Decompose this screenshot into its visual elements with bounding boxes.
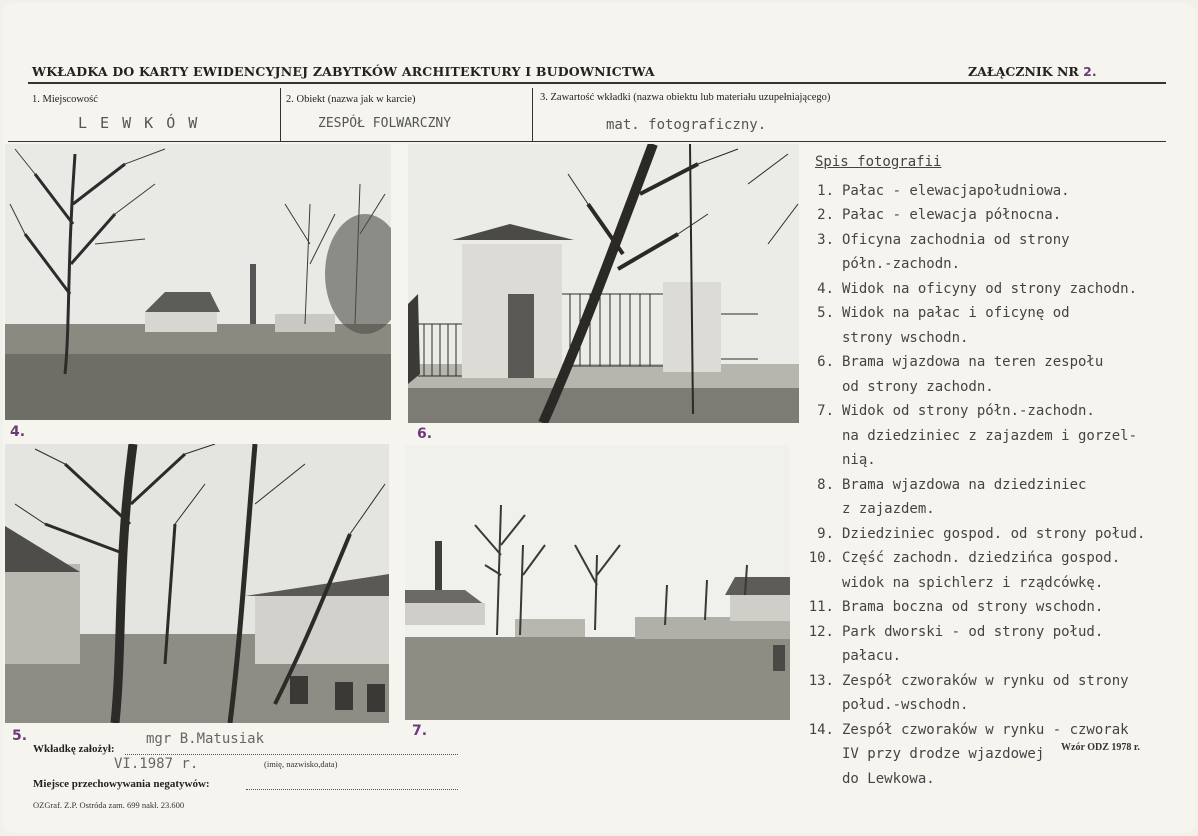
photo-list-item-number: 4. bbox=[817, 280, 834, 297]
photo-list-item-text: Widok od strony półn.-zachodn. bbox=[842, 403, 1095, 419]
photo-list-item-text: Oficyna zachodnia od strony bbox=[842, 231, 1070, 248]
photo-list-item-text: Zespół czworaków w rynku - czworak bbox=[842, 721, 1129, 738]
photo-list-item-text: Brama wjazdowa na dziedziniec bbox=[842, 476, 1087, 493]
photo-park-with-manor bbox=[5, 144, 391, 420]
photo-list-item-text: widok na spichlerz i rządcówkę. bbox=[842, 574, 1104, 591]
photo-list-item-number: 9. bbox=[817, 525, 834, 542]
photo-list-item-text: półn.-zachodn. bbox=[842, 256, 961, 272]
photo-list-item-text: Widok na oficyny od strony zachodn. bbox=[842, 280, 1138, 297]
field-divider-2 bbox=[532, 88, 533, 141]
document-title: WKŁADKA DO KARTY EWIDENCYJNEJ ZABYTKÓW ARCHITEKTURY I BUDOWNICTWA bbox=[32, 64, 655, 79]
photo-6-image bbox=[408, 144, 799, 423]
photo-number: 4. bbox=[10, 424, 26, 440]
photo-number: 7. bbox=[412, 723, 428, 739]
annex-number: 2. bbox=[1083, 64, 1097, 79]
photo-list-item-text: Część zachodn. dziedzińca gospod. bbox=[842, 550, 1121, 566]
made-by-line bbox=[125, 754, 458, 755]
photo-list-item-number: 10. bbox=[808, 550, 834, 566]
locality-value: L E W K Ó W bbox=[78, 114, 200, 132]
object-value: ZESPÓŁ FOLWARCZNY bbox=[318, 116, 452, 131]
photo-list-item-number: 12. bbox=[808, 623, 834, 640]
made-by-value: mgr B.Matusiak bbox=[146, 731, 265, 747]
field-divider-1 bbox=[280, 88, 281, 141]
photo-list-item-text: Dziedziniec gospod. od strony połud. bbox=[842, 525, 1146, 542]
photo-entrance-gate bbox=[408, 144, 799, 423]
photo-list-item-text: na dziedziniec z zajazdem i gorzel- bbox=[842, 427, 1138, 444]
photo-list-item-text: nią. bbox=[842, 452, 876, 468]
photo-number: 6. bbox=[417, 426, 433, 442]
photo-list-item-text: od strony zachodn. bbox=[842, 378, 994, 395]
made-by-label: Wkładkę założył: bbox=[33, 743, 115, 755]
storage-label: Miejsce przechowywania negatywów: bbox=[33, 778, 210, 790]
date-value: VI.1987 r. bbox=[114, 756, 199, 772]
photo-5-image bbox=[5, 444, 389, 723]
date-hint: (imię, nazwisko,data) bbox=[264, 759, 338, 769]
locality-label: 1. Miejscowość bbox=[32, 94, 98, 105]
photo-list-item-number: 2. bbox=[817, 207, 834, 223]
photo-list-item-number: 6. bbox=[817, 354, 834, 370]
photo-7-image bbox=[405, 445, 790, 720]
content-label: 3. Zawartość wkładki (nazwa obiektu lub materiału uzupełniającego) bbox=[540, 92, 831, 103]
photo-list-item-text: Brama boczna od strony wschodn. bbox=[842, 599, 1104, 615]
photo-list-item-number: 13. bbox=[808, 672, 834, 689]
photo-list-item-text: do Lewkowa. bbox=[842, 770, 935, 787]
photo-list-item-text: Widok na pałac i oficynę od bbox=[842, 305, 1070, 321]
photo-avenue-with-outbuilding bbox=[5, 444, 389, 723]
photo-list-item-text: strony wschodn. bbox=[842, 329, 969, 346]
photo-list-item-text: Park dworski - od strony połud. bbox=[842, 623, 1104, 640]
photo-list-item-number: 1. bbox=[817, 182, 834, 199]
fields-bottom-rule bbox=[8, 141, 1166, 142]
content-value: mat. fotograficzny. bbox=[606, 117, 767, 133]
annex-label bbox=[968, 64, 1097, 79]
photo-list-item-text: Pałac - elewacjapołudniowa. bbox=[842, 182, 1070, 199]
photo-list-item-text: z zajazdem. bbox=[842, 501, 935, 517]
photo-list-heading: Spis fotografii bbox=[815, 154, 942, 170]
photo-list-item-text: Brama wjazdowa na teren zespołu bbox=[842, 354, 1104, 370]
storage-line bbox=[246, 789, 458, 790]
photo-list-item-number: 8. bbox=[817, 476, 834, 493]
photo-list-item-number: 7. bbox=[817, 403, 834, 419]
photo-list-item-number: 14. bbox=[808, 721, 834, 738]
annex-label-text: ZAŁĄCZNIK NR bbox=[968, 64, 1079, 79]
photo-list-item-text: Zespół czworaków w rynku od strony bbox=[842, 672, 1129, 689]
photo-number: 5. bbox=[12, 728, 28, 744]
photo-4-image bbox=[5, 144, 391, 420]
photo-list-item-text: pałacu. bbox=[842, 648, 902, 664]
photo-courtyard-with-chimney bbox=[405, 445, 790, 720]
photo-list-item-number: 3. bbox=[817, 231, 834, 248]
printer-info: OZGraf. Z.P. Ostróda zam. 699 nakł. 23.600 bbox=[33, 800, 185, 810]
object-label: 2. Obiekt (nazwa jak w karcie) bbox=[286, 94, 416, 105]
photo-list-item-text: Pałac - elewacja północna. bbox=[842, 207, 1062, 223]
photo-list-item-number: 11. bbox=[808, 599, 834, 615]
photo-list-item-text: IV przy drodze wjazdowej bbox=[842, 746, 1045, 762]
header-rule bbox=[28, 82, 1166, 84]
template-mark: Wzór ODZ 1978 r. bbox=[1061, 742, 1140, 753]
photo-list-item-number: 5. bbox=[817, 305, 834, 321]
photo-list-item-text: połud.-wschodn. bbox=[842, 697, 969, 713]
